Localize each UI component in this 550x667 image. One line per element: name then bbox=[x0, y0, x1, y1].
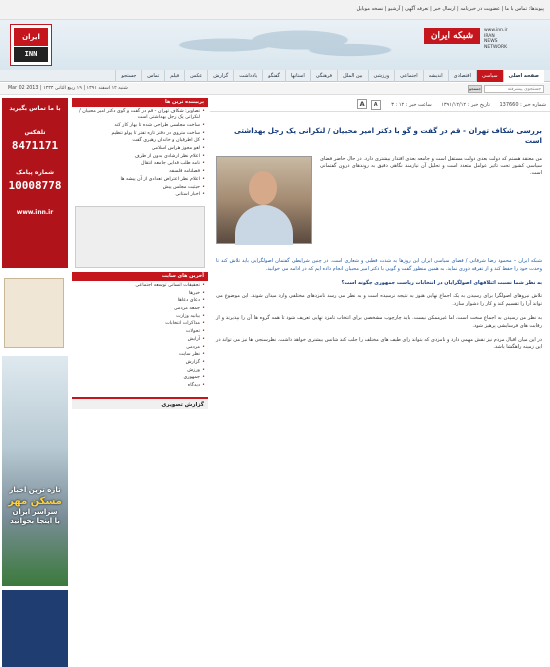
contact-ad-phone: 8471171 bbox=[11, 139, 59, 152]
housing-ad-line: با اینجا بخوانید bbox=[10, 517, 60, 525]
nav-item[interactable]: اقتصادی bbox=[448, 70, 476, 82]
article-question: به نظر شما نسبت ائتلافهای اصولگرایان در انتخابات ریاست جمهوری چگونه است؟ bbox=[341, 279, 542, 286]
nav-item[interactable]: بین الملل bbox=[337, 70, 368, 82]
nav-item[interactable]: فرهنگی bbox=[310, 70, 337, 82]
site-logo-subtitle bbox=[484, 28, 530, 50]
nav-item[interactable]: گزارش bbox=[207, 70, 233, 82]
list-item[interactable]: • تصاویر: شکاف تهران - قم در گفت و گوی دکتر امیر محبیان / لنکرانی یک رجل بهداشتی است bbox=[75, 109, 205, 121]
list-item[interactable]: • مردمی bbox=[75, 345, 205, 351]
list-item[interactable]: • لغو مجوز هراس اسلامی bbox=[75, 146, 205, 152]
header-world-map bbox=[150, 20, 400, 70]
list-item[interactable]: • بیانیه وزارت bbox=[75, 314, 205, 320]
article-tools bbox=[210, 98, 550, 112]
list-item[interactable]: • تحولات bbox=[75, 329, 205, 335]
article-column bbox=[210, 98, 550, 667]
article-code: شماره خبر : 137660 bbox=[499, 102, 546, 108]
nav-item[interactable]: عکس bbox=[184, 70, 207, 82]
article-lead: من معتقد هستم که دولت بعدی دولت مستقل است و جامعه بعدی اقتدار بیشتری دارد. در حال حاضر فضای سیاسی کشور تحت تاثیر عوامل متعدد است و تحلیل آن نیازمند نگاهی دقیق به روندهای درون گفتمانی است. bbox=[320, 156, 542, 177]
nav-item[interactable]: گفتگو bbox=[262, 70, 285, 82]
contact-ad-url: www.inn.ir bbox=[16, 209, 54, 216]
contact-ad[interactable] bbox=[2, 98, 68, 268]
contact-ad-title: با ما تماس بگیرید bbox=[9, 105, 61, 112]
most-viewed-list bbox=[72, 107, 208, 202]
article-paragraph: در این میان اقبال مردم نیز نقش مهمی دارد و نامزدی که بتواند رای طیف های مختلف را جلب کند شانس بیشتری خواهد داشت. نظرسنجی ها نیز می تواند در این زمینه راهگشا باشد. bbox=[216, 336, 542, 351]
logo-sub-line: IRAN bbox=[484, 33, 495, 39]
list-item[interactable]: • حیثیت مجلس پیش bbox=[75, 185, 205, 191]
housing-ad-text bbox=[2, 486, 68, 526]
most-viewed-heading: پربیننده ترین ها bbox=[72, 98, 208, 107]
nav-item[interactable]: تماس bbox=[141, 70, 164, 82]
article-title: بررسی شکاف تهران - قم در گفت و گو با دکتر امیر محبیان / لنکرانی یک رجل بهداشتی است bbox=[233, 126, 542, 145]
article-lead-section bbox=[210, 146, 550, 246]
article-time: ساعت خبر : ۱۲ : ۳ bbox=[391, 102, 432, 108]
nav-item[interactable]: سیاسی bbox=[476, 70, 503, 82]
list-item[interactable]: • فصلنامه فلسفه bbox=[75, 169, 205, 175]
photo-face bbox=[249, 171, 277, 205]
logo-url: www.inn.ir bbox=[484, 28, 508, 33]
list-item[interactable]: • اعلام نظر اعتراض تعدادی از آن پیشه ها bbox=[75, 177, 205, 183]
list-item[interactable]: • نظر سایت bbox=[75, 352, 205, 358]
list-item[interactable]: • جمعه مردمی bbox=[75, 306, 205, 312]
article-body bbox=[210, 246, 550, 352]
article-paragraph: تلاش نیروهای اصولگرا برای رسیدن به یک اجماع نهایی هنوز به نتیجه نرسیده است و به نظر می رسد نامزدهای مختلفی وارد میدان شوند. این موضوع می تواند آرا را تقسیم کند و کار را دشوار سازد. bbox=[216, 293, 542, 308]
logo-sub-line: NEWS bbox=[484, 39, 498, 44]
latest-heading: آخرین های سایت bbox=[72, 272, 208, 281]
article-paragraph: به نظر من رسیدن به اجماع سخت است، اما غیرممکن نیست. باید چارچوب مشخصی برای انتخاب نامزد نهایی تعریف شود تا همه گروه ها آن را بپذیرند و از رقابت های فرسایشی پرهیز شود. bbox=[216, 314, 542, 329]
contact-ad-sms: 10008778 bbox=[8, 179, 62, 192]
list-item[interactable]: • گزارش bbox=[75, 360, 205, 366]
nav-item[interactable]: جستجو bbox=[115, 70, 141, 82]
interviewee-photo bbox=[216, 156, 312, 244]
housing-ad-line: مسکن مهر bbox=[8, 496, 62, 507]
list-item[interactable]: • اخبار استانی bbox=[75, 192, 205, 198]
middle-ad[interactable] bbox=[75, 206, 205, 268]
nav-item[interactable]: صفحه اصلی bbox=[503, 70, 544, 82]
contact-ad-label: تلفکس bbox=[24, 129, 46, 136]
inn-logo-bottom: INN bbox=[14, 47, 48, 62]
site-header bbox=[0, 20, 550, 70]
font-decrease-button[interactable]: A bbox=[371, 100, 381, 110]
contact-ad-label: شماره پیامک bbox=[15, 169, 55, 176]
list-item[interactable]: • نامه طلب فدایی جامعه انتقال bbox=[75, 161, 205, 167]
list-item[interactable]: • تحقیقات انسانی توسعه اجتماعی bbox=[75, 283, 205, 289]
main-nav bbox=[0, 70, 550, 82]
nav-item[interactable]: استانها bbox=[285, 70, 310, 82]
nav-item[interactable]: یادداشت bbox=[233, 70, 262, 82]
photo-shirt bbox=[235, 205, 293, 245]
article-date: تاریخ خبر : ۱۳۹۱/۱۲/۱۲ bbox=[441, 102, 490, 108]
housing-ad-line: تازه ترین اخبار bbox=[9, 486, 61, 494]
list-item[interactable]: • ساخت متروی در دفتر تاره تفتر تا پولو تنظیم bbox=[75, 131, 205, 137]
list-item[interactable]: • مذاکرات انتخابات bbox=[75, 321, 205, 327]
nav-item[interactable]: اجتماعی bbox=[394, 70, 423, 82]
font-increase-button[interactable]: A bbox=[357, 99, 367, 109]
left-ads-column bbox=[0, 98, 70, 667]
list-item[interactable]: • جمهوری bbox=[75, 375, 205, 381]
housing-ad[interactable] bbox=[2, 356, 68, 586]
list-item[interactable]: • ورزش bbox=[75, 368, 205, 374]
list-item[interactable]: • اعلام نظر ارشادی بدون از طرف bbox=[75, 154, 205, 160]
nav-items bbox=[115, 70, 544, 82]
site-logo[interactable]: شبکه ایران bbox=[424, 28, 480, 44]
logo-sub-line: NETWORK bbox=[484, 44, 508, 50]
nav-item[interactable]: ورزشی bbox=[368, 70, 395, 82]
search-button[interactable]: جستجو bbox=[469, 86, 481, 91]
list-item[interactable]: • آرایش bbox=[75, 337, 205, 343]
photo-report-heading: گزارش تصویری bbox=[72, 397, 208, 409]
list-item[interactable]: • خبرها bbox=[75, 291, 205, 297]
nav-item[interactable]: اندیشه bbox=[423, 70, 448, 82]
list-item[interactable]: • کل اطرفیان و خاندان رهبری گفت bbox=[75, 138, 205, 144]
inn-logo[interactable] bbox=[10, 24, 52, 66]
search-input[interactable]: جستجوی پیشرفته bbox=[484, 85, 544, 93]
list-item[interactable]: • دعای دعاها bbox=[75, 298, 205, 304]
list-item[interactable]: • ساخت مجلسی طراحی شده تا بهار کار کند bbox=[75, 123, 205, 129]
top-links[interactable]: پیوندها: تماس با ما | عضویت در خبرنامه | ارسال خبر | تعرفه آگهی | آرشیو | نسخه موبایل bbox=[356, 6, 544, 12]
top-links-bar bbox=[0, 0, 550, 20]
housing-ad-line: سراسر ایران bbox=[12, 508, 58, 516]
middle-column bbox=[72, 98, 208, 667]
article-paragraph: شبکه ایران – محمود رضا شرقانی / فضای سیاسی ایران این روزها به شدت قطبی و شعاری است. در چنین شرایطی گفتمان اصولگرایی باید تلاش کند تا وحدت خود را حفظ کند و از تفرقه دوری نماید. به همین منظور گفت و گویی با دکتر امیر محبیان انجام داده ایم که در ادامه می خوانید. bbox=[216, 258, 542, 272]
inn-logo-top: ایران bbox=[14, 28, 48, 46]
latest-list bbox=[72, 281, 208, 393]
bottom-ad[interactable] bbox=[2, 590, 68, 667]
sub-bar bbox=[0, 83, 550, 95]
list-item[interactable]: • دیدگاه bbox=[75, 383, 205, 389]
nav-item[interactable]: فیلم bbox=[164, 70, 184, 82]
current-date: شنبه ۱۲ اسفند ۱۳۹۱ | ۱۹ ربیع الثانی ۱۴۳۴ | Mar 02 2013 bbox=[8, 86, 128, 91]
book-ad[interactable] bbox=[4, 278, 64, 348]
